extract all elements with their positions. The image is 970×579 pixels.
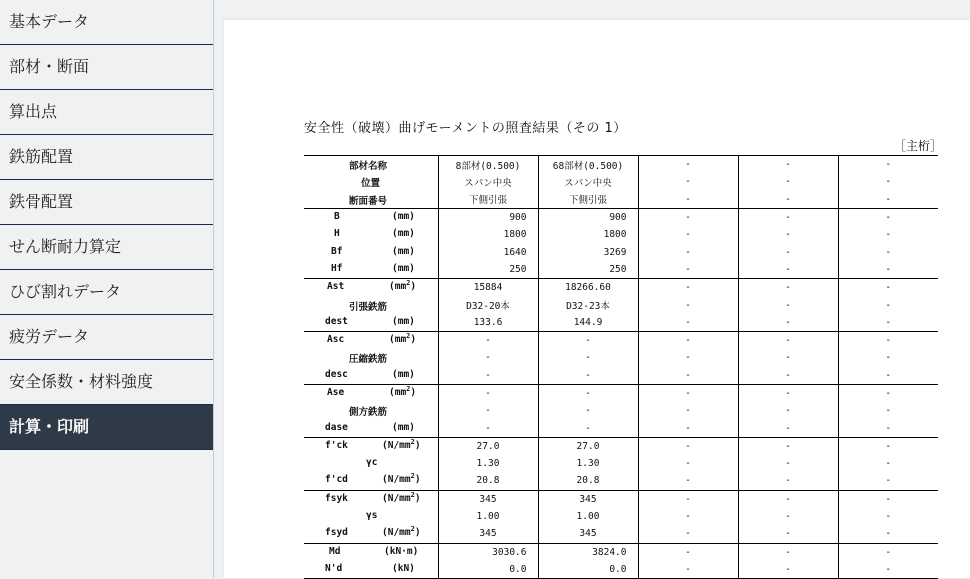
cell: - (738, 490, 838, 508)
report-member-type: ［主桁］ (894, 139, 943, 153)
row-label: dest (325, 315, 348, 327)
row-label: 引張鉄筋 (349, 301, 388, 313)
sidebar-item-calc-print[interactable]: 計算・印刷 (0, 405, 213, 450)
cell: スパン中央 (438, 173, 538, 190)
cell: - (738, 384, 838, 402)
table-row (304, 331, 938, 349)
cell: - (638, 279, 738, 297)
cell: - (638, 508, 738, 525)
cell: 3030.6 (438, 543, 538, 561)
cell: - (738, 173, 838, 190)
cell: - (838, 437, 938, 455)
cell: - (638, 419, 738, 437)
cell: 15884 (438, 279, 538, 297)
cell: - (838, 367, 938, 385)
cell: - (838, 314, 938, 332)
cell: - (738, 402, 838, 419)
side-rebar-group (304, 384, 938, 437)
report-title: 安全性（破壊）曲げモーメントの照査結果（その 1） (304, 121, 627, 136)
cell: 3269 (538, 243, 638, 260)
sidebar-item-calc-points[interactable]: 算出点 (0, 90, 213, 135)
cell: - (838, 384, 938, 402)
table-row (304, 402, 938, 419)
table-row (304, 437, 938, 455)
table-row (304, 490, 938, 508)
tension-rebar-group (304, 279, 938, 332)
cell: - (438, 349, 538, 366)
cell: - (738, 156, 838, 174)
cell: - (638, 156, 738, 174)
cell: - (638, 349, 738, 366)
row-label: Ase (327, 387, 345, 398)
row-unit: $(mm^2)$ (389, 279, 417, 293)
cell: - (638, 543, 738, 561)
table-row (304, 508, 938, 525)
row-label: γc (366, 457, 378, 469)
cell: - (738, 279, 838, 297)
cell: - (638, 226, 738, 243)
cell: - (638, 296, 738, 313)
sidebar-item-shear-capacity[interactable]: せん断耐力算定 (0, 225, 213, 270)
cell: - (838, 226, 938, 243)
row-label: N'd (325, 562, 343, 574)
cell: - (838, 243, 938, 260)
row-unit: (mm) (392, 262, 415, 274)
cell: - (838, 173, 938, 190)
cell: - (838, 296, 938, 313)
cell: - (638, 525, 738, 543)
cell: - (538, 367, 638, 385)
row-label: Ast (327, 281, 345, 293)
steel-strength-group (304, 490, 938, 543)
row-unit: (kN) (392, 562, 415, 574)
cell: - (738, 508, 838, 525)
cell: - (438, 402, 538, 419)
cell: - (738, 561, 838, 579)
cell: - (838, 525, 938, 543)
cell: - (738, 349, 838, 366)
row-label: fsyk (325, 492, 348, 504)
cell: 345 (438, 490, 538, 508)
table-row (304, 226, 938, 243)
table-row (304, 208, 938, 226)
cell: - (638, 384, 738, 402)
cell: 18266.60 (538, 279, 638, 297)
cell: - (538, 349, 638, 366)
row-label: 断面番号 (349, 195, 388, 207)
cell: 1.30 (438, 455, 538, 472)
cell: - (738, 419, 838, 437)
row-unit: $(N/mm^2)$ (382, 490, 421, 504)
table-row (304, 543, 938, 561)
cell: 0.0 (538, 561, 638, 579)
cell: - (838, 349, 938, 366)
cell: - (838, 156, 938, 174)
cell: - (738, 367, 838, 385)
cell: 3824.0 (538, 543, 638, 561)
cell: - (538, 402, 638, 419)
table-row (304, 472, 938, 490)
row-unit: (kN·m) (384, 545, 419, 557)
table-row (304, 419, 938, 437)
cell: - (638, 191, 738, 209)
row-label: Bf (331, 245, 343, 257)
table-row (304, 296, 938, 313)
cell: - (638, 437, 738, 455)
cell: - (838, 331, 938, 349)
cell: - (638, 472, 738, 490)
cell: - (638, 331, 738, 349)
row-label: 側方鉄筋 (349, 407, 388, 419)
cell: - (438, 367, 538, 385)
sidebar-item-basic-data[interactable]: 基本データ (0, 0, 213, 45)
cell: 345 (538, 490, 638, 508)
table-row (304, 261, 938, 279)
cell: 345 (538, 525, 638, 543)
cell: - (738, 437, 838, 455)
cell: - (738, 261, 838, 279)
row-unit: $(N/mm^2)$ (382, 525, 421, 539)
sidebar-item-member-section[interactable]: 部材・断面 (0, 45, 213, 90)
cell: - (838, 191, 938, 209)
cell: 900 (538, 208, 638, 226)
row-unit: (mm) (392, 368, 415, 380)
cell: 20.8 (538, 472, 638, 490)
cell: - (438, 419, 538, 437)
cell: - (838, 455, 938, 472)
dimensions-group (304, 208, 938, 278)
table-row (304, 314, 938, 332)
cell: 144.9 (538, 314, 638, 332)
cell: 250 (438, 261, 538, 279)
cell: - (738, 243, 838, 260)
table-row (304, 384, 938, 402)
cell: 27.0 (538, 437, 638, 455)
row-label: dase (325, 421, 348, 433)
table-row (304, 191, 938, 209)
cell: 下側引張 (438, 191, 538, 209)
row-label: B (334, 211, 340, 223)
cell: - (738, 208, 838, 226)
cell: - (738, 455, 838, 472)
cell: D32-23本 (538, 296, 638, 313)
cell: 27.0 (438, 437, 538, 455)
cell: 1.00 (438, 508, 538, 525)
row-label: 圧縮鉄筋 (349, 354, 388, 366)
row-label: γs (366, 510, 378, 522)
cell: - (838, 402, 938, 419)
sidebar-item-rebar-layout[interactable]: 鉄筋配置 (0, 135, 213, 180)
sidebar (0, 0, 214, 578)
cell: - (538, 384, 638, 402)
results-table (304, 155, 938, 579)
row-unit: $(mm^2)$ (389, 384, 417, 398)
cell: 8部材(0.500) (438, 156, 538, 174)
cell: 1800 (538, 226, 638, 243)
row-label: fsyd (325, 527, 348, 539)
cell: スパン中央 (538, 173, 638, 190)
cell: 下側引張 (538, 191, 638, 209)
cell: - (738, 525, 838, 543)
row-label: Asc (327, 334, 345, 346)
cell: - (638, 561, 738, 579)
cell: - (738, 314, 838, 332)
cell: - (438, 384, 538, 402)
cell: - (638, 314, 738, 332)
row-unit: $(N/mm^2)$ (382, 437, 421, 451)
sidebar-item-fatigue-data[interactable]: 疲労データ (0, 315, 213, 360)
row-unit: (mm) (392, 211, 415, 223)
row-unit: (mm) (392, 421, 415, 433)
cell: - (738, 226, 838, 243)
section-force-group (304, 543, 938, 579)
cell: - (638, 208, 738, 226)
cell: - (638, 261, 738, 279)
row-unit: $(N/mm^2)$ (382, 472, 421, 486)
row-unit: (mm) (392, 245, 415, 257)
cell: - (638, 402, 738, 419)
cell: - (538, 331, 638, 349)
sidebar-item-crack-data[interactable]: ひび割れデータ (0, 270, 213, 315)
cell: - (838, 561, 938, 579)
row-label: 部材名称 (349, 161, 388, 173)
cell: D32-20本 (438, 296, 538, 313)
cell: - (838, 543, 938, 561)
table-header-group (304, 156, 938, 209)
compression-rebar-group (304, 331, 938, 384)
sidebar-item-safety-factors[interactable]: 安全係数・材料強度 (0, 360, 213, 405)
cell: - (738, 543, 838, 561)
cell: 68部材(0.500) (538, 156, 638, 174)
table-row (304, 561, 938, 579)
cell: - (438, 331, 538, 349)
cell: - (738, 296, 838, 313)
cell: 250 (538, 261, 638, 279)
report-page (224, 20, 970, 578)
row-unit: (mm) (392, 315, 415, 327)
cell: 1640 (438, 243, 538, 260)
table-row (304, 243, 938, 260)
concrete-strength-group (304, 437, 938, 490)
row-label: H (334, 228, 340, 240)
cell: - (838, 419, 938, 437)
cell: - (638, 455, 738, 472)
cell: 1800 (438, 226, 538, 243)
table-row (304, 349, 938, 366)
row-label: Hf (331, 262, 343, 274)
table-row (304, 279, 938, 297)
row-label: Md (329, 545, 341, 557)
cell: - (638, 243, 738, 260)
table-row (304, 367, 938, 385)
row-label: f'ck (325, 439, 348, 451)
cell: - (638, 490, 738, 508)
cell: - (638, 367, 738, 385)
table-row (304, 173, 938, 190)
cell: 345 (438, 525, 538, 543)
cell: - (738, 331, 838, 349)
cell: - (838, 490, 938, 508)
cell: - (638, 173, 738, 190)
cell: 1.30 (538, 455, 638, 472)
cell: 900 (438, 208, 538, 226)
cell: 1.00 (538, 508, 638, 525)
table-row (304, 525, 938, 543)
cell: - (838, 208, 938, 226)
row-unit: $(mm^2)$ (389, 331, 417, 346)
cell: - (838, 508, 938, 525)
row-label: 位置 (361, 178, 381, 190)
table-row (304, 156, 938, 174)
cell: 20.8 (438, 472, 538, 490)
cell: - (838, 261, 938, 279)
cell: 0.0 (438, 561, 538, 579)
cell: - (838, 472, 938, 490)
cell: - (738, 472, 838, 490)
cell: - (538, 419, 638, 437)
table-row (304, 455, 938, 472)
row-unit: (mm) (392, 228, 415, 240)
cell: 133.6 (438, 314, 538, 332)
cell: - (738, 191, 838, 209)
row-label: desc (325, 368, 348, 380)
row-label: f'cd (325, 474, 348, 486)
sidebar-item-steel-layout[interactable]: 鉄骨配置 (0, 180, 213, 225)
cell: - (838, 279, 938, 297)
